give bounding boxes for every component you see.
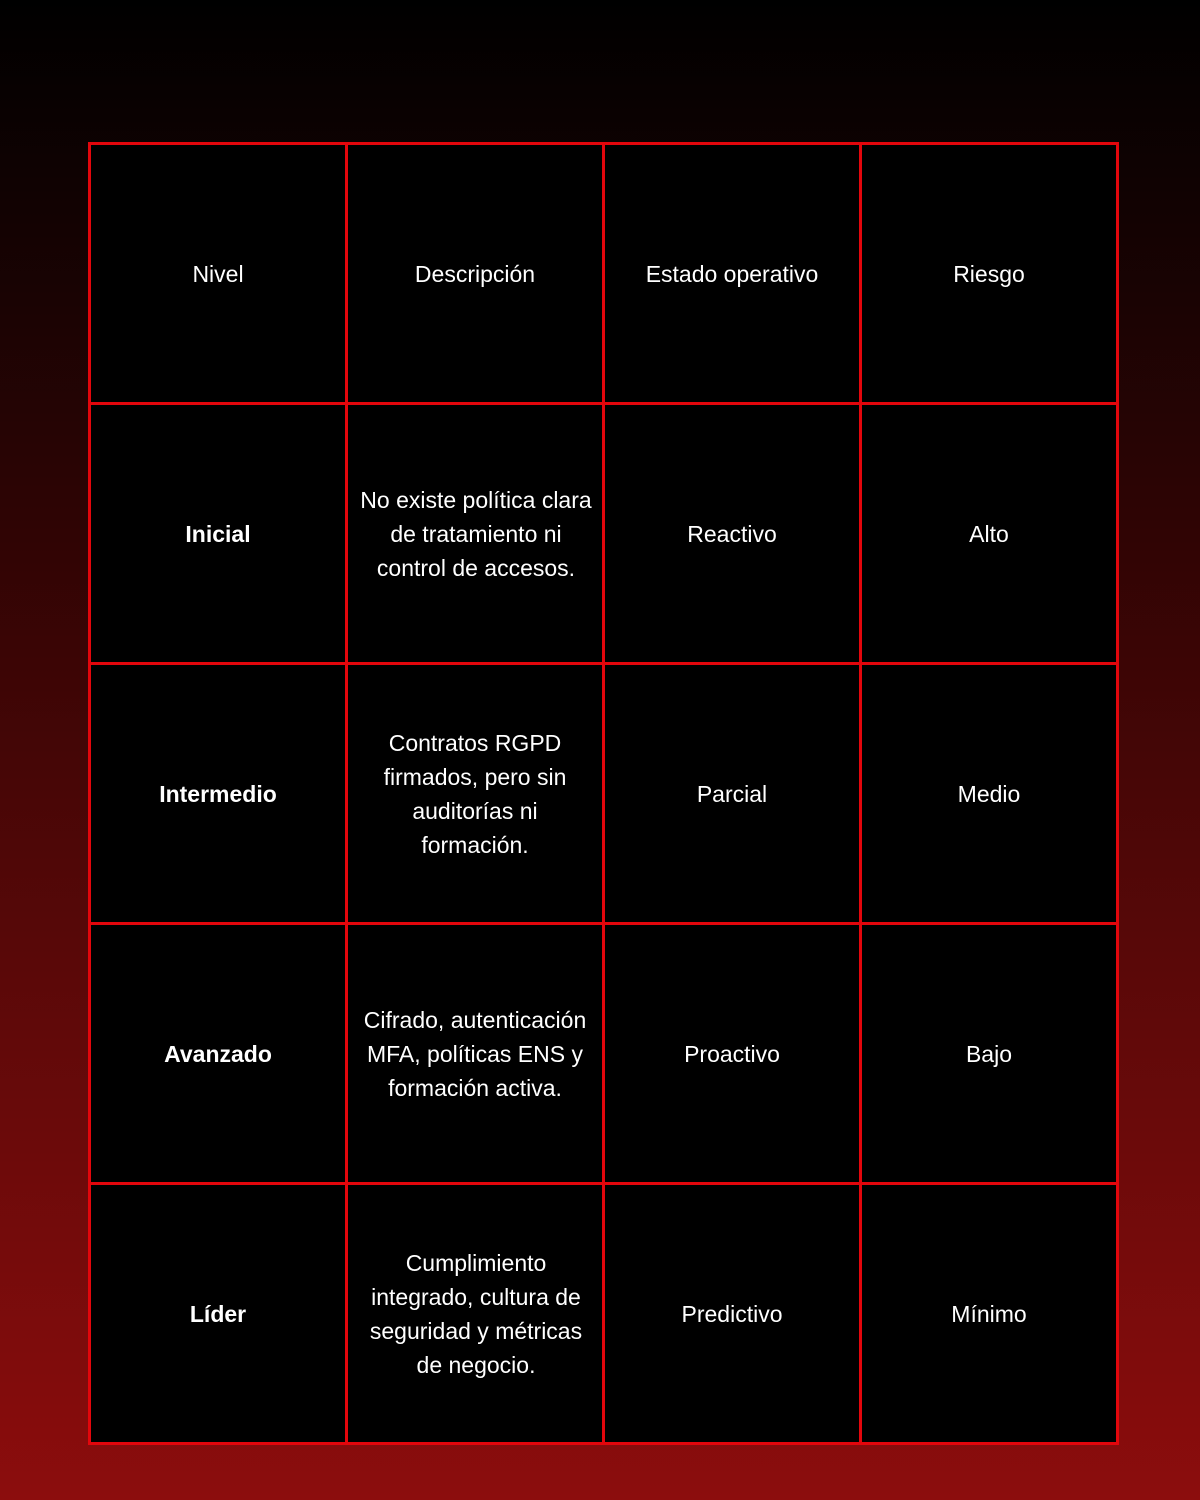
cell-nivel: Líder xyxy=(90,1184,347,1444)
cell-descripcion-text: Cumplimiento integrado, cultura de seguridad y métricas de negocio. xyxy=(369,1249,583,1378)
cell-estado: Predictivo xyxy=(604,1184,861,1444)
cell-estado: Proactivo xyxy=(604,924,861,1184)
table-row xyxy=(90,664,1118,924)
header-riesgo: Riesgo xyxy=(861,144,1118,404)
table-row xyxy=(90,924,1118,1184)
cell-riesgo: Mínimo xyxy=(861,1184,1118,1444)
table-row xyxy=(90,404,1118,664)
cell-descripcion-text: No existe política clara de tratamiento ni control de accesos. xyxy=(360,486,592,581)
header-nivel: Nivel xyxy=(90,144,347,404)
maturity-table xyxy=(88,142,1119,1445)
header-descripcion: Descripción xyxy=(347,144,604,404)
header-estado-operativo: Estado operativo xyxy=(604,144,861,404)
cell-descripcion xyxy=(347,664,604,924)
cell-descripcion xyxy=(347,924,604,1184)
cell-descripcion-text: Contratos RGPD firmados, pero sin auditorías ni formación. xyxy=(383,729,567,858)
cell-riesgo: Alto xyxy=(861,404,1118,664)
cell-nivel: Avanzado xyxy=(90,924,347,1184)
cell-nivel: Inicial xyxy=(90,404,347,664)
cell-estado: Parcial xyxy=(604,664,861,924)
cell-riesgo: Medio xyxy=(861,664,1118,924)
table-header-row xyxy=(90,144,1118,404)
cell-riesgo: Bajo xyxy=(861,924,1118,1184)
cell-estado: Reactivo xyxy=(604,404,861,664)
cell-descripcion xyxy=(347,404,604,664)
cell-nivel: Intermedio xyxy=(90,664,347,924)
cell-descripcion-text: Cifrado, autenticación MFA, políticas ENS y formación activa. xyxy=(363,1006,587,1101)
maturity-table-container xyxy=(88,142,1119,1432)
cell-descripcion xyxy=(347,1184,604,1444)
table-row xyxy=(90,1184,1118,1444)
